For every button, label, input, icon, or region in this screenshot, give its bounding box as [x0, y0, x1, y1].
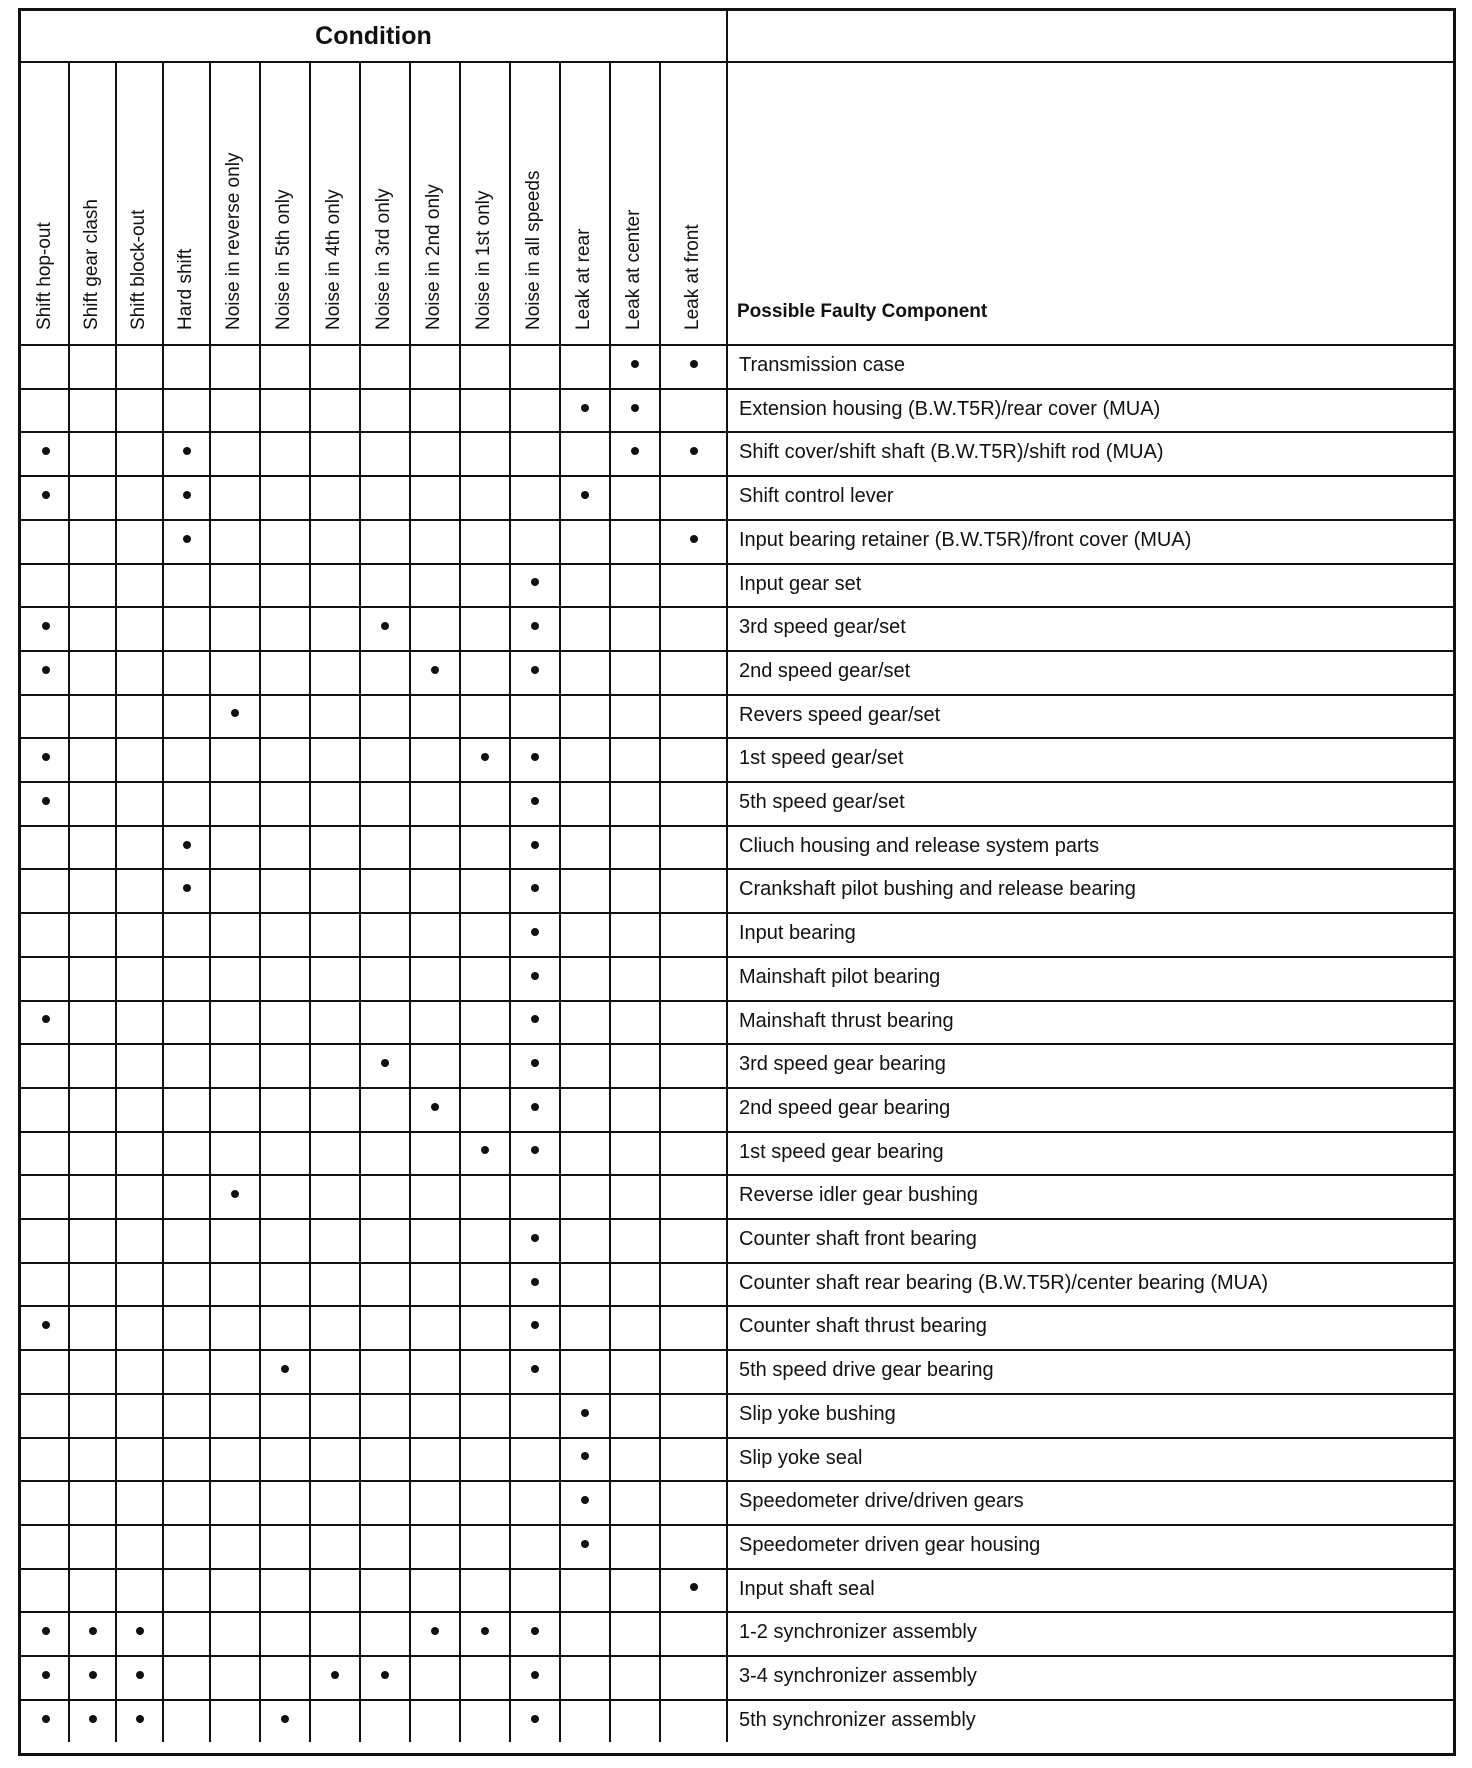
condition-mark [42, 1627, 50, 1635]
condition-label [174, 248, 196, 331]
grid-line [21, 606, 1453, 608]
component-label: Cliuch housing and release system parts [739, 834, 1100, 857]
grid-line [459, 61, 461, 1742]
condition-label [273, 189, 294, 331]
grid-line [21, 825, 1453, 827]
grid-line [21, 1305, 1453, 1307]
grid-line [21, 563, 1453, 565]
grid-line [68, 61, 70, 1742]
component-label: Input bearing retainer (B.W.T5R)/front cover (MUA) [739, 528, 1192, 551]
condition-mark [231, 709, 239, 717]
condition-mark [690, 447, 698, 455]
component-label: Reverse idler gear bushing [739, 1184, 979, 1207]
component-label: Mainshaft thrust bearing [739, 1009, 954, 1032]
condition-mark [531, 753, 539, 761]
condition-label [573, 228, 594, 331]
grid-line [21, 1699, 1453, 1701]
condition-mark [42, 753, 50, 761]
condition-mark [42, 1715, 50, 1723]
condition-mark [136, 1627, 144, 1635]
grid-line [21, 1568, 1453, 1570]
component-label: Shift cover/shift shaft (B.W.T5R)/shift rod (MUA) [739, 441, 1164, 464]
condition-mark [136, 1715, 144, 1723]
component-label: Mainshaft pilot bearing [739, 965, 941, 988]
condition-mark [431, 666, 439, 674]
condition-label-text: Noise in 3rd only [373, 188, 394, 330]
condition-label-text: Noise in all speeds [523, 170, 544, 330]
condition-label-text: Noise in 1st only [473, 190, 494, 330]
grid-line [21, 388, 1453, 390]
grid-line [21, 475, 1453, 477]
condition-label-text: Leak at front [681, 224, 703, 330]
condition-label-text: Noise in 5th only [273, 189, 294, 330]
component-label: Counter shaft thrust bearing [739, 1315, 987, 1338]
condition-mark [183, 884, 191, 892]
component-label: Slip yoke seal [739, 1446, 863, 1469]
grid-line [115, 61, 117, 1742]
component-label: Input shaft seal [739, 1577, 875, 1600]
component-label: 5th speed drive gear bearing [739, 1359, 994, 1382]
condition-mark [581, 1452, 589, 1460]
condition-label-text: Shift block-out [127, 209, 149, 330]
condition-mark [89, 1627, 97, 1635]
condition-label [127, 209, 149, 331]
condition-mark [531, 1234, 539, 1242]
component-label: Revers speed gear/set [739, 703, 941, 726]
condition-mark [89, 1671, 97, 1679]
condition-mark [431, 1627, 439, 1635]
condition-mark [381, 1059, 389, 1067]
condition-mark [531, 622, 539, 630]
condition-mark [42, 797, 50, 805]
grid-line [21, 737, 1453, 739]
component-label: 5th speed gear/set [739, 791, 905, 813]
condition-mark [381, 1671, 389, 1679]
condition-mark [431, 1103, 439, 1111]
grid-line [21, 1480, 1453, 1482]
condition-label [423, 184, 444, 331]
grid-line [21, 1437, 1453, 1439]
grid-line [21, 1000, 1453, 1002]
condition-mark [331, 1671, 339, 1679]
component-header: Possible Faulty Component [737, 301, 988, 322]
condition-header: Condition [315, 21, 432, 50]
condition-mark [531, 1015, 539, 1023]
grid-line [409, 61, 411, 1742]
condition-mark [531, 1103, 539, 1111]
condition-mark [183, 535, 191, 543]
condition-mark [281, 1365, 289, 1373]
condition-mark [531, 666, 539, 674]
condition-mark [42, 447, 50, 455]
condition-label-text: Shift hop-out [33, 222, 55, 330]
condition-mark [481, 753, 489, 761]
condition-mark [531, 1365, 539, 1373]
component-label: 3-4 synchronizer assembly [739, 1665, 977, 1687]
grid-line [21, 1655, 1453, 1657]
condition-mark [381, 622, 389, 630]
condition-mark [531, 578, 539, 586]
condition-mark [481, 1627, 489, 1635]
grid-line [209, 61, 211, 1742]
grid-line [359, 61, 361, 1742]
component-label: Extension housing (B.W.T5R)/rear cover (MUA) [739, 397, 1161, 420]
condition-label-text: Noise in reverse only [223, 152, 244, 330]
grid-line [21, 1087, 1453, 1089]
condition-mark [531, 972, 539, 980]
component-label: 1st speed gear/set [739, 747, 904, 770]
condition-mark [531, 1671, 539, 1679]
condition-mark [42, 1015, 50, 1023]
condition-mark [231, 1190, 239, 1198]
condition-label [33, 222, 55, 331]
condition-mark [631, 447, 639, 455]
grid-line [21, 1262, 1453, 1264]
condition-mark [42, 1321, 50, 1329]
condition-label [523, 170, 544, 331]
condition-label-text: Shift gear clash [80, 199, 102, 330]
condition-mark [183, 841, 191, 849]
grid-line [21, 1218, 1453, 1220]
condition-mark [183, 447, 191, 455]
condition-mark [531, 1059, 539, 1067]
condition-mark [531, 841, 539, 849]
component-label: Transmission case [739, 354, 905, 376]
condition-label [681, 224, 703, 331]
condition-mark [136, 1671, 144, 1679]
condition-mark [581, 404, 589, 412]
condition-mark [531, 1627, 539, 1635]
grid-line [21, 1524, 1453, 1526]
condition-label [223, 152, 244, 331]
grid-line [21, 781, 1453, 783]
condition-label [373, 188, 394, 331]
grid-line [21, 1349, 1453, 1351]
component-label: 2nd speed gear/set [739, 659, 911, 682]
grid-line [559, 61, 561, 1742]
condition-mark [581, 1409, 589, 1417]
condition-mark [531, 1278, 539, 1286]
condition-mark [42, 666, 50, 674]
grid-line [21, 1393, 1453, 1395]
condition-mark [531, 1146, 539, 1154]
condition-mark [631, 360, 639, 368]
component-label: Counter shaft front bearing [739, 1228, 977, 1250]
condition-label [80, 199, 102, 331]
condition-label-text: Leak at rear [573, 228, 594, 330]
condition-mark [690, 1583, 698, 1591]
component-label: 3rd speed gear/set [739, 616, 906, 639]
condition-label-text: Noise in 4th only [323, 189, 344, 330]
condition-mark [531, 797, 539, 805]
grid-line [726, 11, 728, 1742]
condition-mark [581, 1496, 589, 1504]
grid-line [609, 61, 611, 1742]
grid-line [21, 431, 1453, 433]
component-label: 3rd speed gear bearing [739, 1053, 946, 1076]
component-label: Speedometer driven gear housing [739, 1533, 1041, 1556]
condition-mark [690, 535, 698, 543]
grid-line [21, 912, 1453, 914]
grid-line [309, 61, 311, 1742]
grid-line [21, 1131, 1453, 1133]
condition-mark [581, 491, 589, 499]
condition-mark [631, 404, 639, 412]
condition-label [323, 189, 344, 331]
grid-line [21, 956, 1453, 958]
condition-mark [42, 1671, 50, 1679]
condition-mark [531, 884, 539, 892]
grid-line [21, 344, 1453, 346]
component-label: Crankshaft pilot bushing and release bearing [739, 878, 1136, 901]
condition-mark [183, 491, 191, 499]
condition-mark [89, 1715, 97, 1723]
grid-line [21, 650, 1453, 652]
condition-mark [690, 360, 698, 368]
condition-label [623, 209, 644, 331]
condition-mark [531, 1321, 539, 1329]
component-label: 2nd speed gear bearing [739, 1096, 951, 1119]
component-label: Speedometer drive/driven gears [739, 1490, 1024, 1513]
condition-mark [481, 1146, 489, 1154]
condition-label-text: Hard shift [174, 248, 196, 330]
grid-line [21, 61, 1453, 63]
grid-line [21, 868, 1453, 870]
condition-label-text: Noise in 2nd only [423, 184, 444, 330]
diagnosis-table [18, 8, 1456, 1756]
condition-mark [42, 622, 50, 630]
condition-mark [581, 1540, 589, 1548]
grid-line [21, 519, 1453, 521]
grid-line [659, 61, 661, 1742]
grid-line [21, 1043, 1453, 1045]
grid-line [21, 1611, 1453, 1613]
grid-line [509, 61, 511, 1742]
grid-line [162, 61, 164, 1742]
grid-line [259, 61, 261, 1742]
condition-label [473, 190, 494, 331]
component-label: Input bearing [739, 922, 856, 945]
component-label: 5th synchronizer assembly [739, 1708, 976, 1731]
component-label: 1st speed gear bearing [739, 1140, 944, 1163]
condition-mark [531, 928, 539, 936]
component-label: Slip yoke bushing [739, 1402, 896, 1425]
component-label: Input gear set [739, 572, 862, 595]
condition-mark [281, 1715, 289, 1723]
component-label: 1-2 synchronizer assembly [739, 1621, 977, 1644]
condition-mark [42, 491, 50, 499]
component-label: Shift control lever [739, 485, 894, 508]
grid-line [21, 694, 1453, 696]
condition-mark [531, 1715, 539, 1723]
component-label: Counter shaft rear bearing (B.W.T5R)/center bearing (MUA) [739, 1271, 1269, 1294]
grid-line [21, 1174, 1453, 1176]
condition-label-text: Leak at center [623, 209, 644, 330]
